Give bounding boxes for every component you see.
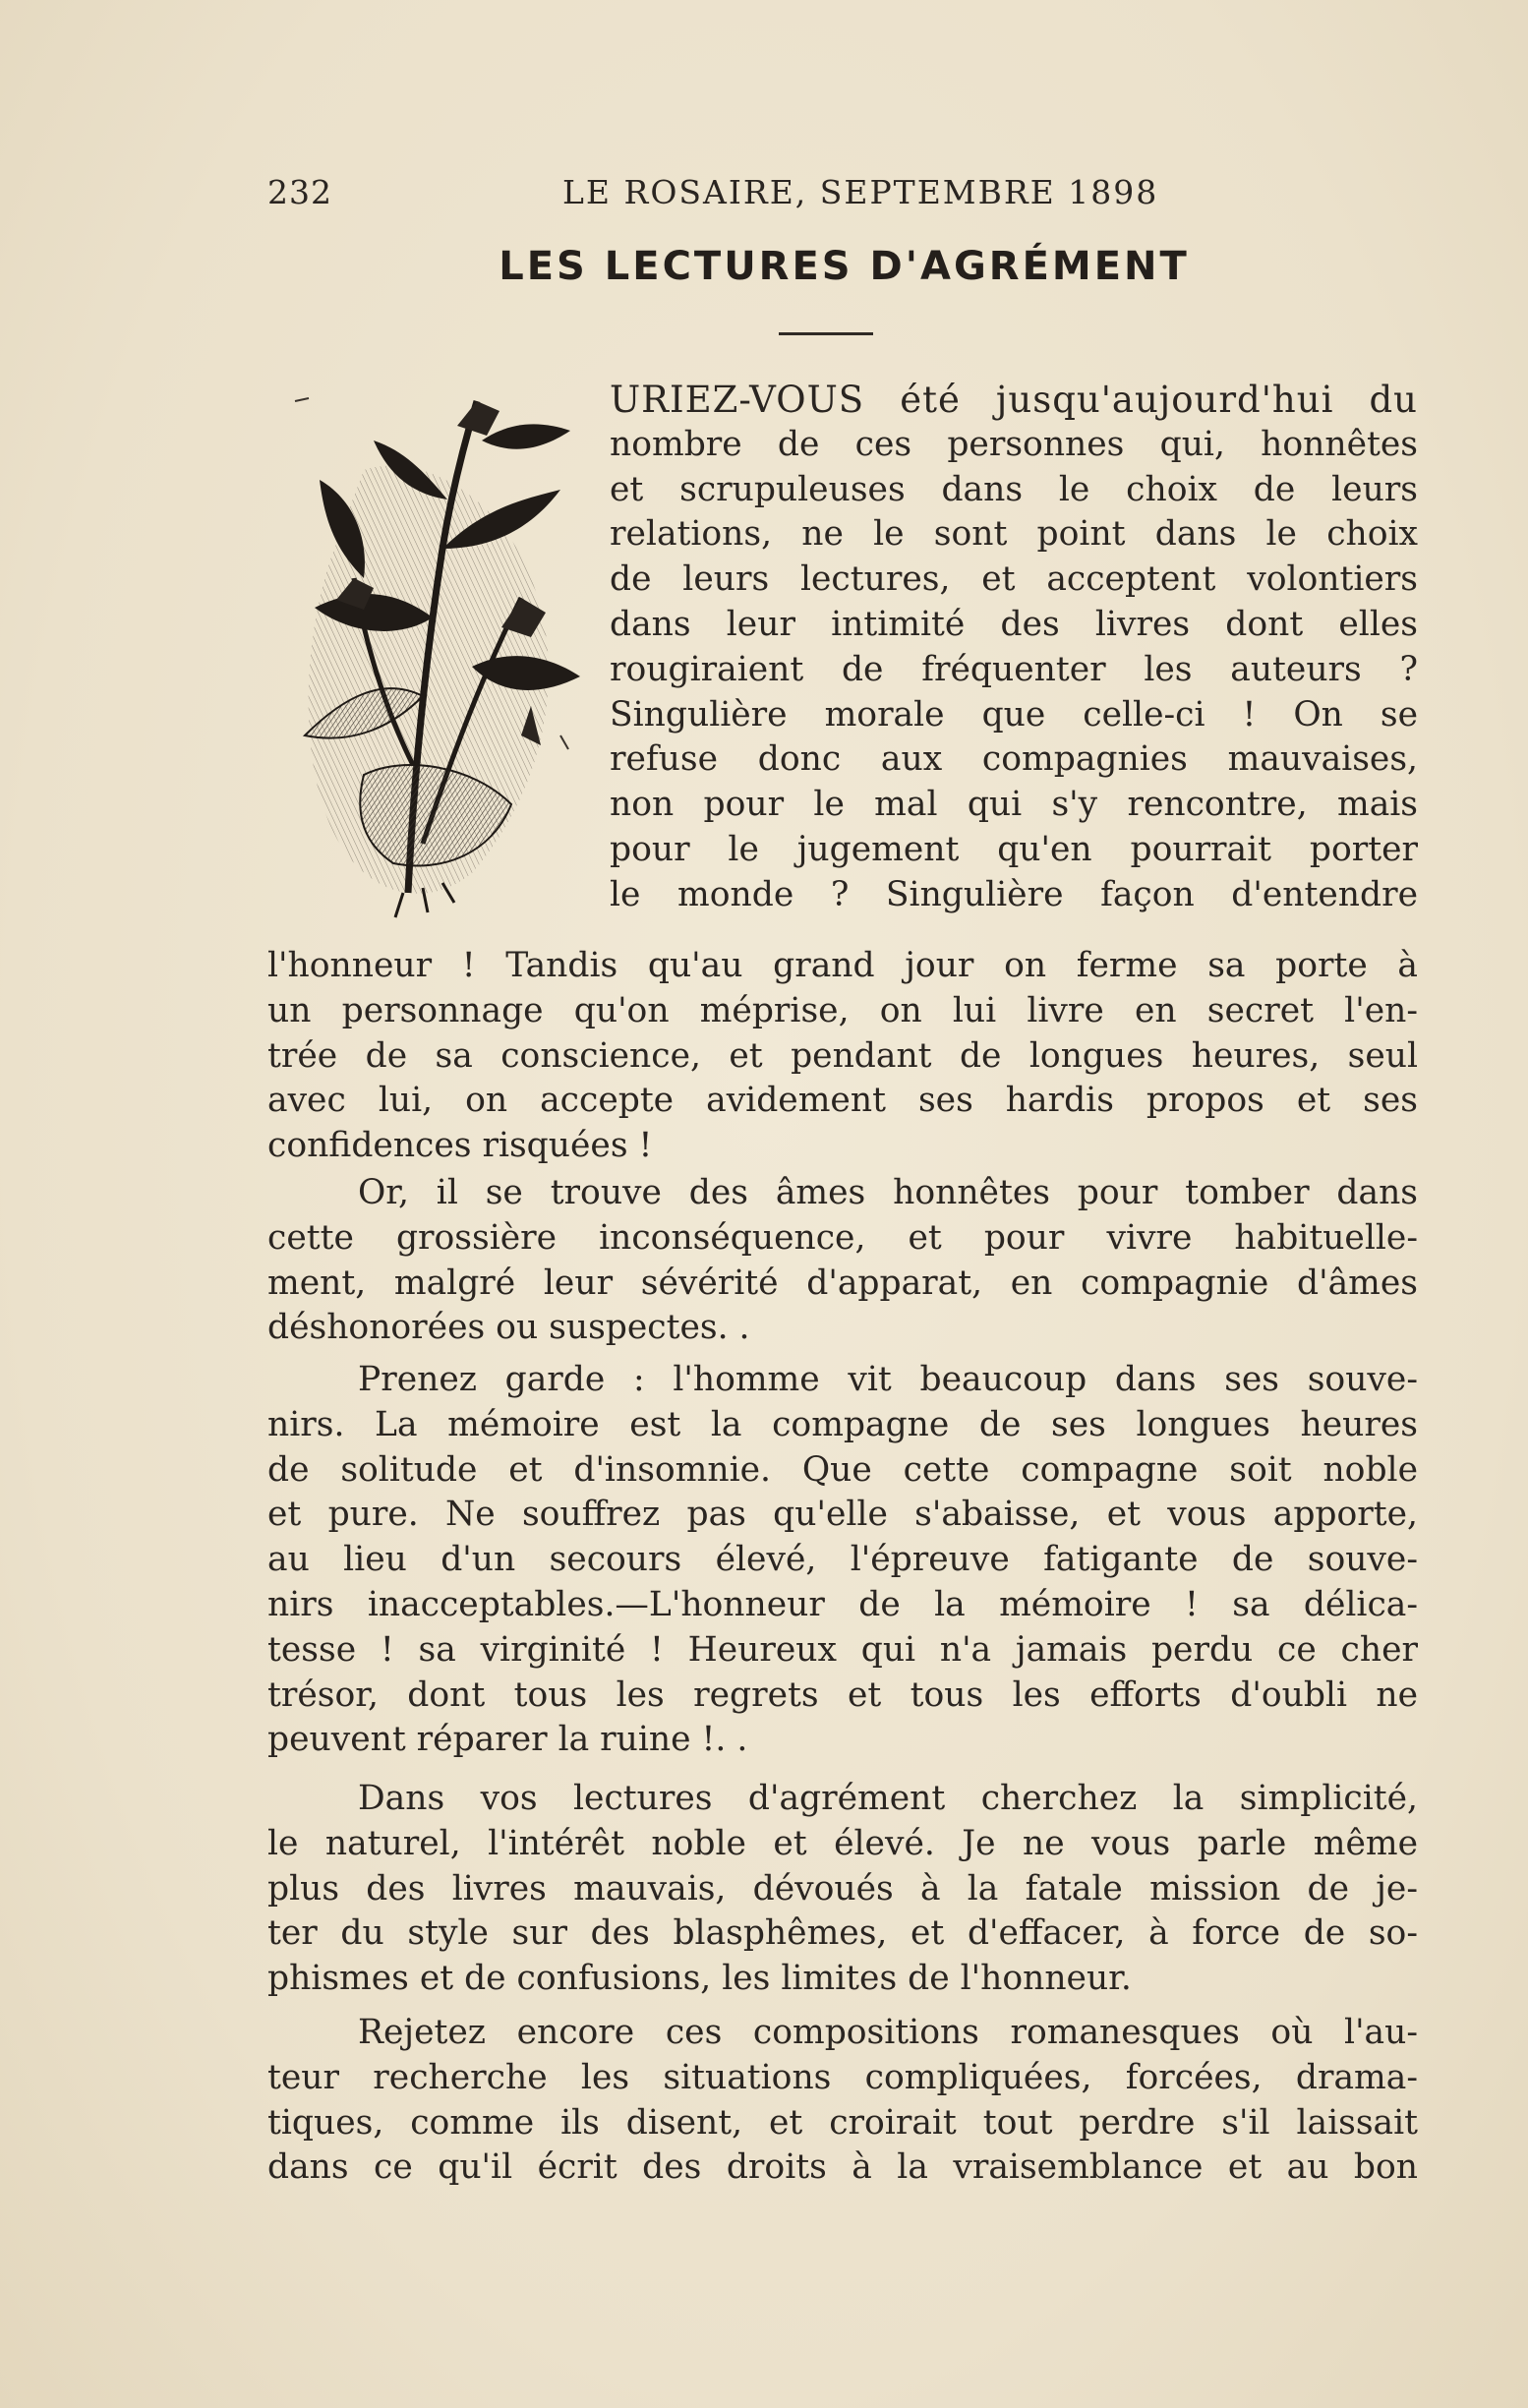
text-line: de solitude et d'insomnie. Que cette compagne soit noble bbox=[267, 1449, 1418, 1490]
text-line: non pour le mal qui s'y rencontre, mais bbox=[610, 785, 1418, 825]
text-line: plus des livres mauvais, dévoués à la fatale mission de je- bbox=[267, 1868, 1418, 1909]
text-line: avec lui, on accepte avidement ses hardis propos et ses bbox=[267, 1081, 1418, 1121]
running-header bbox=[267, 173, 1421, 222]
text-line: nirs. La mémoire est la compagne de ses longues heures bbox=[267, 1404, 1418, 1444]
paragraph-2 bbox=[267, 1171, 1418, 1351]
text-line: nirs inacceptables.—L'honneur de la mémoire ! sa délica- bbox=[267, 1584, 1418, 1624]
text-line: trésor, dont tous les regrets et tous les efforts d'oubli ne bbox=[267, 1674, 1418, 1715]
page-number: 232 bbox=[267, 173, 332, 211]
text-line: et scrupuleuses dans le choix de leurs bbox=[610, 469, 1418, 509]
text-line: tesse ! sa virginité ! Heureux qui n'a jamais perdu ce cher bbox=[267, 1629, 1418, 1670]
text-line: et pure. Ne souffrez pas qu'elle s'abaisse, et vous apporte, bbox=[267, 1495, 1418, 1535]
text-line: Prenez garde : l'homme vit beaucoup dans ses souve- bbox=[358, 1360, 1418, 1399]
text-line: pour le jugement qu'en pourrait porter bbox=[610, 829, 1418, 869]
text-line: l'honneur ! Tandis qu'au grand jour on ferme sa porte à bbox=[267, 946, 1418, 985]
text-line: déshonorées ou suspectes. . bbox=[267, 1308, 750, 1348]
text-line: Rejetez encore ces compositions romanesques où l'au- bbox=[358, 2013, 1418, 2052]
text-line: dans leur intimité des livres dont elles bbox=[610, 604, 1418, 644]
text-line: de leurs lectures, et acceptent volontiers bbox=[610, 559, 1418, 600]
text-line: peuvent réparer la ruine !. . bbox=[267, 1720, 748, 1760]
text-line: dans ce qu'il écrit des droits à la vraisemblance et au bon bbox=[267, 2147, 1418, 2188]
text-line: URIEZ-VOUS été jusqu'aujourd'hui du bbox=[610, 379, 1418, 421]
text-line: Dans vos lectures d'agrément cherchez la simplicité, bbox=[358, 1779, 1418, 1818]
text-line: un personnage qu'on méprise, on lui livre en secret l'en- bbox=[267, 990, 1418, 1030]
paragraph-3 bbox=[267, 1358, 1418, 1763]
text-line: teur recherche les situations compliquées, forcées, drama- bbox=[267, 2057, 1418, 2097]
text-line: Singulière morale que celle-ci ! On se bbox=[610, 694, 1418, 734]
text-line: confidences risquées ! bbox=[267, 1126, 653, 1166]
text-line: le monde ? Singulière façon d'entendre bbox=[610, 874, 1418, 914]
text-line: phismes et de confusions, les limites de l'honneur. bbox=[267, 1959, 1132, 1999]
text-line: au lieu d'un secours élevé, l'épreuve fatigante de souve- bbox=[267, 1540, 1418, 1580]
text-line: rougiraient de fréquenter les auteurs ? bbox=[610, 649, 1418, 689]
paragraph-1-continued bbox=[267, 944, 1418, 1169]
text-line: le naturel, l'intérêt noble et élevé. Je ne vous parle même bbox=[267, 1823, 1418, 1863]
text-line: relations, ne le sont point dans le choix bbox=[610, 514, 1418, 555]
paragraph-5 bbox=[267, 2011, 1418, 2191]
title-rule bbox=[779, 332, 873, 335]
text-line: nombre de ces personnes qui, honnêtes bbox=[610, 424, 1418, 464]
article-title: LES LECTURES D'AGRÉMENT bbox=[499, 244, 1190, 289]
text-line: ter du style sur des blasphêmes, et d'effacer, à force de so- bbox=[267, 1913, 1418, 1954]
text-line: cette grossière inconséquence, et pour vivre habituelle- bbox=[267, 1217, 1418, 1258]
wrapped-paragraph bbox=[610, 378, 1418, 918]
running-title: LE ROSAIRE, SEPTEMBRE 1898 bbox=[562, 173, 1159, 211]
botanical-engraving-icon bbox=[275, 382, 596, 924]
paragraph-4 bbox=[267, 1777, 1418, 2002]
text-line: refuse donc aux compagnies mauvaises, bbox=[610, 739, 1418, 780]
text-line: trée de sa conscience, et pendant de longues heures, seul bbox=[267, 1035, 1418, 1076]
text-line: Or, il se trouve des âmes honnêtes pour tomber dans bbox=[358, 1173, 1418, 1212]
text-line: ment, malgré leur sévérité d'apparat, en compagnie d'âmes bbox=[267, 1263, 1418, 1303]
text-line: tiques, comme ils disent, et croirait tout perdre s'il laissait bbox=[267, 2102, 1418, 2143]
